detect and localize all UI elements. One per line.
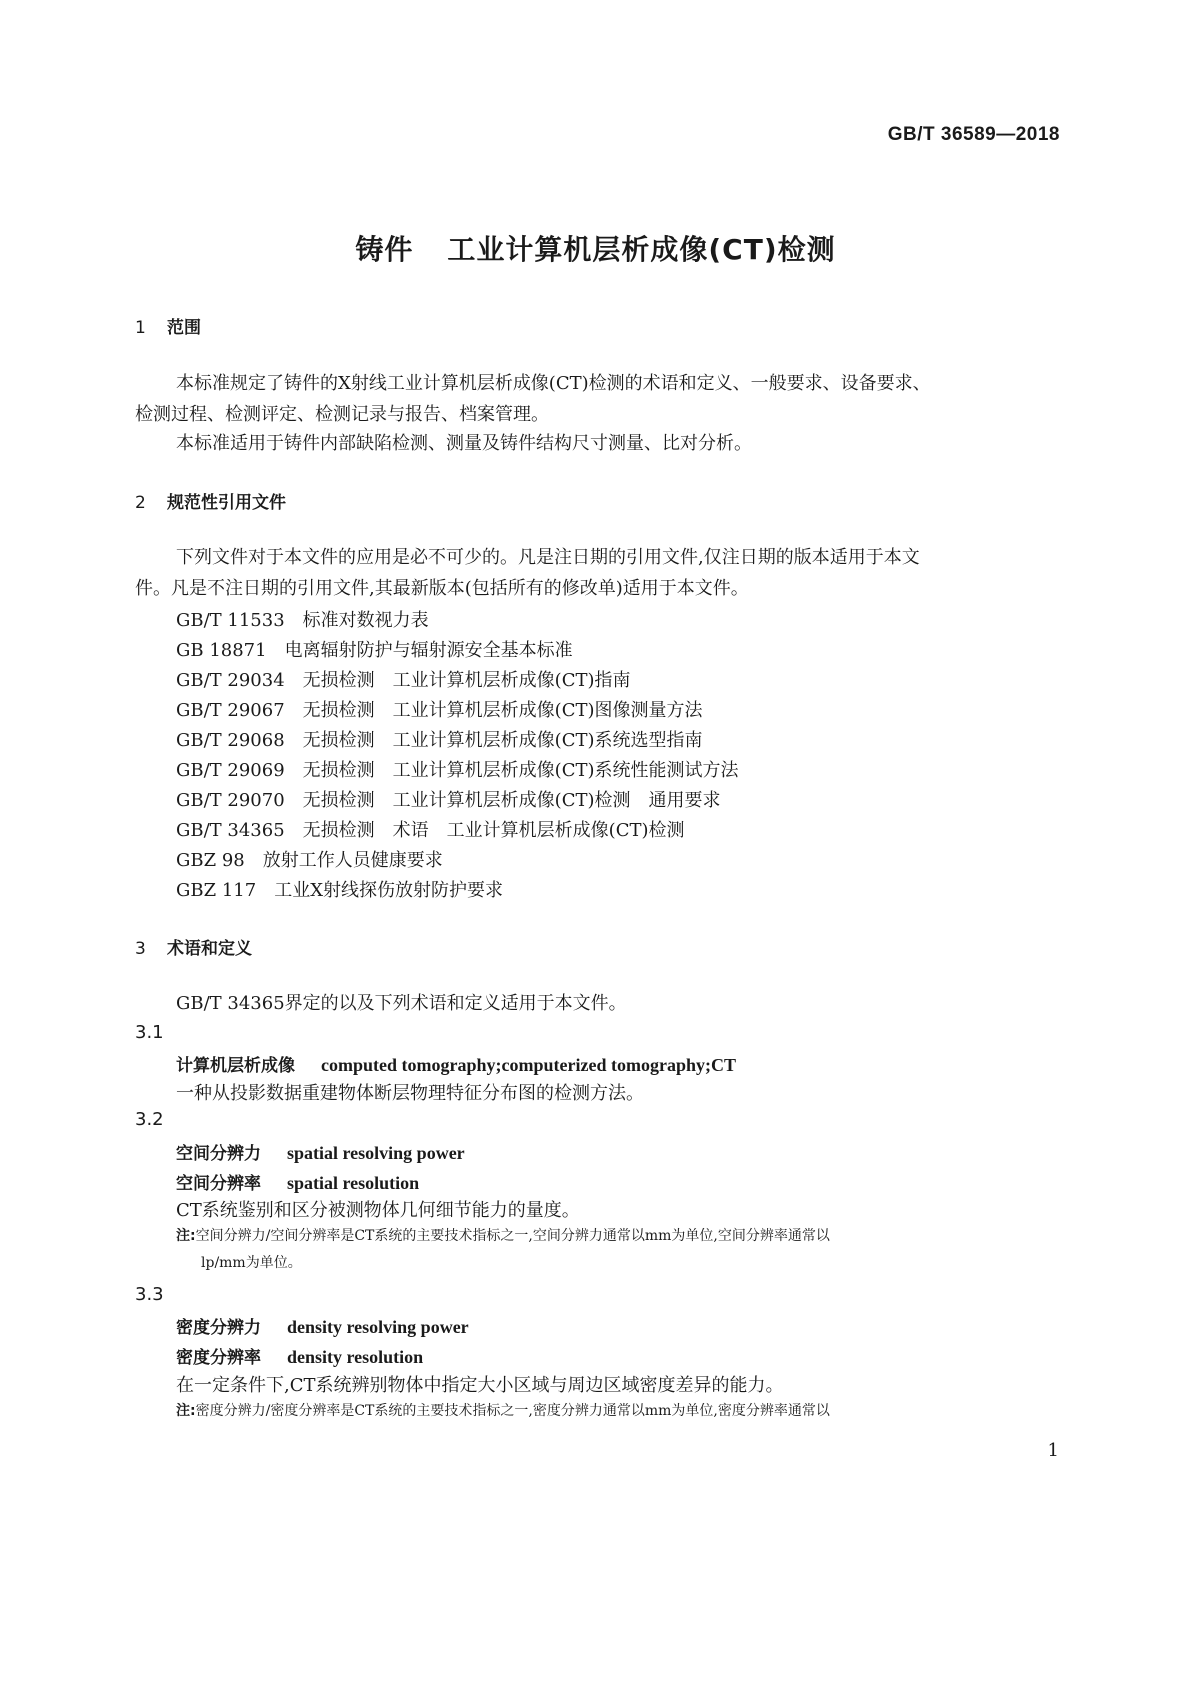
reference-item xyxy=(176,786,721,812)
term-name-en: density resolving power xyxy=(287,1317,469,1337)
note-text: 密度分辨力/密度分辨率是CT系统的主要技术指标之一,密度分辨力通常以mm为单位,密度分辨率通常以 xyxy=(195,1403,830,1419)
section-title: 术语和定义 xyxy=(167,939,252,959)
note-label: 注: xyxy=(176,1228,196,1244)
term-note xyxy=(176,1398,1058,1425)
term-name-zh: 空间分辨率 xyxy=(176,1174,261,1194)
title-part1: 铸件 xyxy=(355,233,414,266)
reference-title: 无损检测 xyxy=(302,790,375,811)
term-note xyxy=(176,1223,1058,1277)
reference-title: 电离辐射防护与辐射源安全基本标准 xyxy=(284,640,573,661)
reference-item xyxy=(176,816,685,842)
section-3-heading xyxy=(135,934,252,959)
page-number: 1 xyxy=(1047,1440,1059,1461)
term-name-row xyxy=(176,1169,419,1194)
section-number: 2 xyxy=(135,493,146,513)
paragraph-line: 本标准规定了铸件的X射线工业计算机层析成像(CT)检测的术语和定义、一般要求、设备要求、 xyxy=(176,373,931,394)
paragraph-line: 检测过程、检测评定、检测记录与报告、档案管理。 xyxy=(135,404,549,425)
reference-code: GBZ 117 xyxy=(176,880,257,901)
reference-code: GB/T 34365 xyxy=(176,820,285,841)
note-text: 空间分辨力/空间分辨率是CT系统的主要技术指标之一,空间分辨力通常以mm为单位,空间分辨率通常以 xyxy=(195,1228,830,1244)
section-1-paragraph-1 xyxy=(135,368,1057,430)
section-title: 范围 xyxy=(167,318,201,338)
title-part2: 工业计算机层析成像(CT)检测 xyxy=(447,233,836,266)
reference-title: 无损检测 xyxy=(302,760,375,781)
paragraph-line: 下列文件对于本文件的应用是必不可少的。凡是注日期的引用文件,仅注日期的版本适用于本文 xyxy=(176,547,920,568)
reference-code: GB/T 29067 xyxy=(176,700,285,721)
reference-item xyxy=(176,696,703,722)
reference-title: 无损检测 xyxy=(302,820,375,841)
note-label: 注: xyxy=(176,1403,196,1419)
term-definition: CT系统鉴别和区分被测物体几何细节能力的量度。 xyxy=(176,1200,580,1221)
reference-item xyxy=(176,846,443,872)
reference-code: GB/T 29068 xyxy=(176,730,285,751)
paragraph-line: GB/T 34365界定的以及下列术语和定义适用于本文件。 xyxy=(176,993,627,1014)
reference-item xyxy=(176,756,739,782)
reference-item xyxy=(176,876,503,902)
document-title xyxy=(0,228,1191,268)
paragraph-line: 本标准适用于铸件内部缺陷检测、测量及铸件结构尺寸测量、比对分析。 xyxy=(176,433,752,454)
note-text: lp/mm为单位。 xyxy=(201,1255,302,1271)
reference-code: GB/T 29069 xyxy=(176,760,285,781)
term-name-en: computed tomography;computerized tomography;CT xyxy=(321,1055,736,1075)
term-name-zh: 空间分辨力 xyxy=(176,1144,261,1164)
reference-title-part: 工业计算机层析成像(CT)系统性能测试方法 xyxy=(392,760,739,781)
standard-code: GB/T 36589—2018 xyxy=(887,124,1060,145)
reference-title: 无损检测 xyxy=(302,730,375,751)
section-3-intro xyxy=(135,988,1057,1019)
section-number: 3 xyxy=(135,939,146,959)
reference-title-part: 工业计算机层析成像(CT)系统选型指南 xyxy=(392,730,703,751)
reference-item xyxy=(176,666,631,692)
reference-code: GB/T 11533 xyxy=(176,610,285,631)
reference-title: 无损检测 xyxy=(302,670,375,691)
term-name-zh: 密度分辨率 xyxy=(176,1348,261,1368)
term-number: 3.3 xyxy=(135,1284,164,1305)
reference-item xyxy=(176,636,573,662)
reference-title-part: 工业计算机层析成像(CT)检测 xyxy=(446,820,685,841)
reference-title: 工业X射线探伤放射防护要求 xyxy=(274,880,504,901)
reference-code: GB/T 29070 xyxy=(176,790,285,811)
section-1-paragraph-2 xyxy=(135,428,1057,459)
term-name-row xyxy=(176,1313,469,1338)
term-name-zh: 密度分辨力 xyxy=(176,1318,261,1338)
term-name-en: density resolution xyxy=(287,1347,424,1367)
term-definition: 在一定条件下,CT系统辨别物体中指定大小区域与周边区域密度差异的能力。 xyxy=(176,1375,784,1396)
term-definition: 一种从投影数据重建物体断层物理特征分布图的检测方法。 xyxy=(176,1083,644,1104)
term-name-en: spatial resolving power xyxy=(287,1143,465,1163)
reference-code: GBZ 98 xyxy=(176,850,245,871)
term-number: 3.1 xyxy=(135,1022,164,1043)
reference-title-part: 通用要求 xyxy=(648,790,721,811)
reference-code: GB/T 29034 xyxy=(176,670,285,691)
term-name-row xyxy=(176,1343,423,1368)
section-number: 1 xyxy=(135,318,146,338)
paragraph-line: 件。凡是不注日期的引用文件,其最新版本(包括所有的修改单)适用于本文件。 xyxy=(135,578,749,599)
reference-title-part: 术语 xyxy=(392,820,429,841)
reference-title: 放射工作人员健康要求 xyxy=(262,850,443,871)
reference-item xyxy=(176,726,703,752)
term-name-row xyxy=(176,1139,465,1164)
reference-title-part: 工业计算机层析成像(CT)检测 xyxy=(392,790,631,811)
reference-code: GB 18871 xyxy=(176,640,267,661)
term-number: 3.2 xyxy=(135,1109,164,1130)
term-name-zh: 计算机层析成像 xyxy=(176,1056,295,1076)
section-title: 规范性引用文件 xyxy=(167,493,286,513)
reference-title-part: 工业计算机层析成像(CT)指南 xyxy=(392,670,631,691)
term-name-row xyxy=(176,1051,736,1076)
section-1-heading xyxy=(135,313,201,338)
section-2-heading xyxy=(135,488,286,513)
term-name-en: spatial resolution xyxy=(287,1173,420,1193)
reference-title: 标准对数视力表 xyxy=(302,610,429,631)
reference-title: 无损检测 xyxy=(302,700,375,721)
reference-item xyxy=(176,606,429,632)
section-2-paragraph-1 xyxy=(135,542,1057,604)
reference-title-part: 工业计算机层析成像(CT)图像测量方法 xyxy=(392,700,703,721)
